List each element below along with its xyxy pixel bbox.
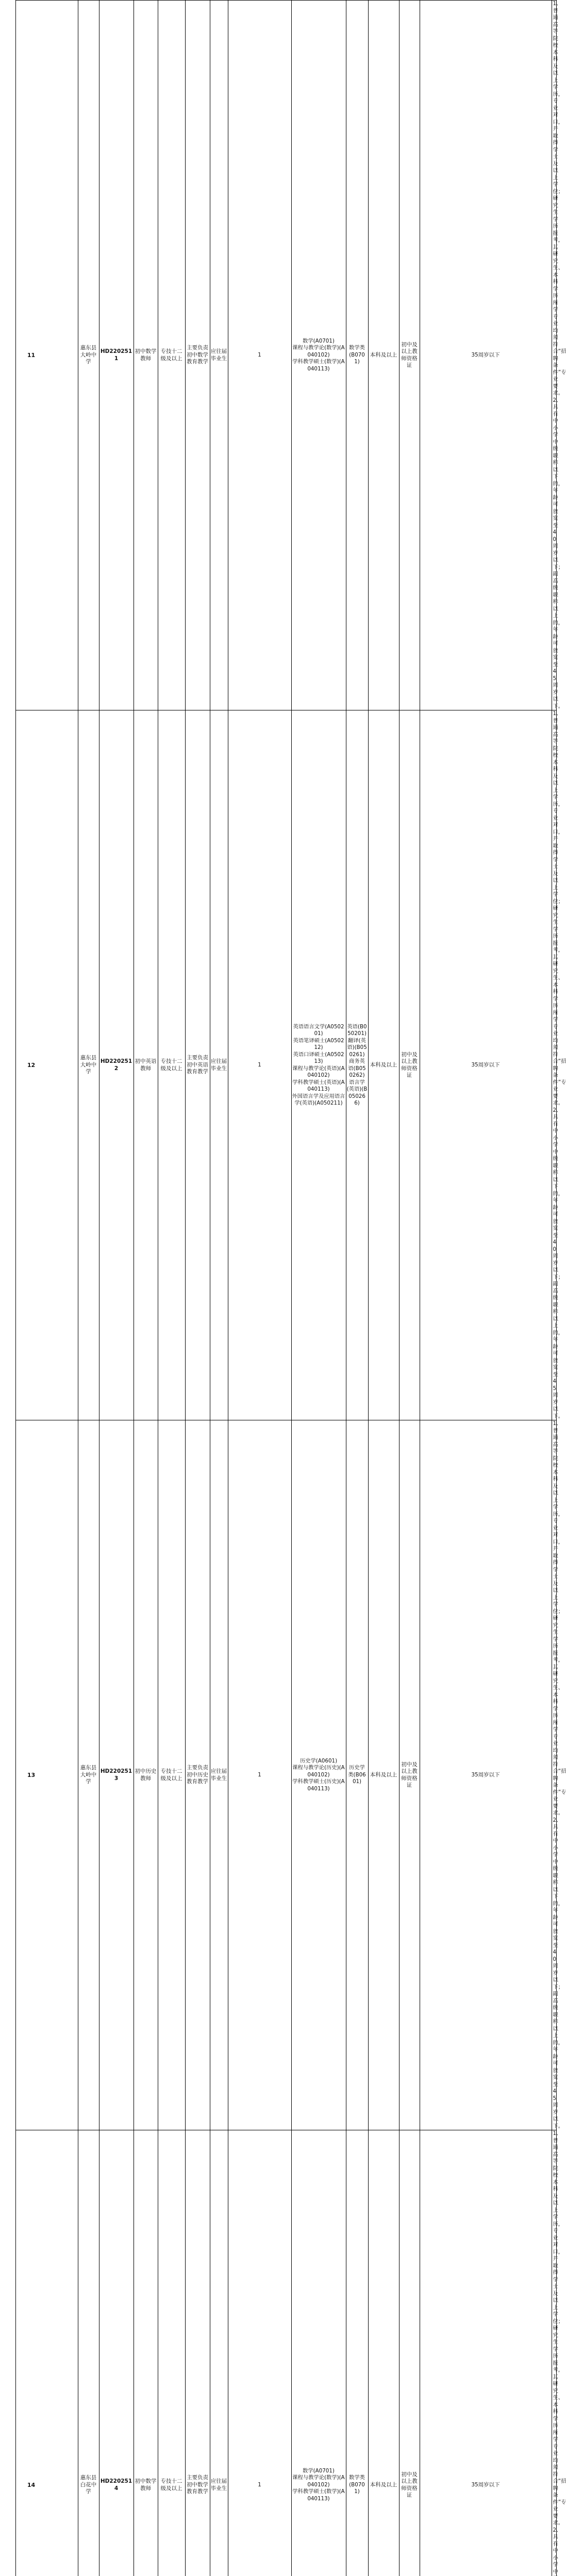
graduate-majors (291, 1420, 346, 2130)
undergraduate-majors-line: 数学类(B0701) (347, 2475, 368, 2496)
graduate-majors-line: 历史学(A0601) (292, 1758, 345, 1765)
age-requirement: 35周岁以下 (420, 2130, 552, 2576)
position-code: HD2202512 (99, 710, 134, 1420)
graduate-majors-line: 学科教学硕士(数学)(A040113) (292, 2488, 345, 2502)
graduate-majors-line: 学科教学硕士(历史)(A040113) (292, 1778, 345, 1792)
graduate-majors-line: 英语笔译硕士(A050212) (292, 1038, 345, 1052)
graduate-majors-line: 课程与教学论(英语)(A040102) (292, 1065, 345, 1079)
undergraduate-majors-line: 商务英语(B050262) (347, 1058, 368, 1079)
certificate-requirement: 初中及以上教师资格证 (399, 2130, 420, 2576)
recruit-count: 1 (228, 2130, 291, 2576)
recruit-target: 应往届毕业生 (210, 710, 228, 1420)
recruiting-unit: 惠东县大岭中学 (78, 1, 99, 710)
row-number: 14 (0, 2130, 62, 2576)
job-duty: 主要负责初中历史教育教学 (185, 1420, 210, 2130)
position-grade: 专技十二级及以上 (158, 710, 185, 1420)
graduate-majors-line: 课程与教学论(数学)(A040102) (292, 345, 345, 359)
education-requirement: 本科及以上 (368, 2130, 399, 2576)
certificate-requirement: 初中及以上教师资格证 (399, 710, 420, 1420)
position-grade: 专技十二级及以上 (158, 2130, 185, 2576)
education-requirement: 本科及以上 (368, 710, 399, 1420)
undergraduate-majors-line: 语言学(英语)(B050266) (347, 1079, 368, 1107)
graduate-majors (291, 1, 346, 710)
table-body (15, 1, 557, 2576)
position-grade: 专技十二级及以上 (158, 1, 185, 710)
recruiting-unit: 惠东县大岭中学 (78, 1420, 99, 2130)
graduate-majors-line: 数学(A0701) (292, 2468, 345, 2475)
position-code: HD2202511 (99, 1, 134, 710)
graduate-majors-line: 学科教学硕士(数学)(A040113) (292, 359, 345, 372)
position-grade: 专技十二级及以上 (158, 1420, 185, 2130)
graduate-majors-line: 数学(A0701) (292, 338, 345, 345)
undergraduate-majors-line: 历史学类(B0601) (347, 1765, 368, 1786)
row-number: 12 (0, 710, 62, 1420)
age-requirement: 35周岁以下 (420, 1, 552, 710)
recruiting-unit: 惠东县大岭中学 (78, 710, 99, 1420)
age-requirement: 35周岁以下 (420, 710, 552, 1420)
education-requirement: 本科及以上 (368, 1, 399, 710)
recruit-target: 应往届毕业生 (210, 2130, 228, 2576)
position-name: 初中数学教师 (134, 1, 158, 710)
table-row (15, 1, 557, 710)
recruiting-unit: 惠东县白花中学 (78, 2130, 99, 2576)
undergraduate-majors-line: 翻译(英语)(B050261) (347, 1038, 368, 1059)
recruit-target: 应往届毕业生 (210, 1420, 228, 2130)
position-name: 初中数学教师 (134, 2130, 158, 2576)
certificate-requirement: 初中及以上教师资格证 (399, 1420, 420, 2130)
job-duty: 主要负责初中英语教育教学 (185, 710, 210, 1420)
row-number: 11 (0, 1, 62, 710)
undergraduate-majors (346, 1, 368, 710)
position-name: 初中英语教师 (134, 710, 158, 1420)
graduate-majors-line: 课程与教学论(历史)(A040102) (292, 1765, 345, 1778)
job-duty: 主要负责初中数学教育教学 (185, 2130, 210, 2576)
position-code: HD2202513 (99, 1420, 134, 2130)
age-requirement: 35周岁以下 (420, 1420, 552, 2130)
table-row (15, 1420, 557, 2130)
graduate-majors-line: 外国语言学及应用语言学(英语)(A050211) (292, 1093, 345, 1107)
graduate-majors (291, 710, 346, 1420)
undergraduate-majors-line: 英语(B050201) (347, 1024, 368, 1038)
recruit-target: 应往届毕业生 (210, 1, 228, 710)
remarks: 1、普通高等院校本科及以上学历，专业对口，并取得学士及以上学位；研究生学历报考，其研究生、本科学历所学专业均须符合“招聘条件”专业要求。2、具有中小学中 (552, 2130, 557, 2576)
education-requirement: 本科及以上 (368, 1420, 399, 2130)
recruitment-table (15, 0, 557, 2576)
job-duty: 主要负责初中数学教育教学 (185, 1, 210, 710)
graduate-majors-line: 课程与教学论(数学)(A040102) (292, 2475, 345, 2488)
recruit-count: 1 (228, 710, 291, 1420)
remarks: 1、普通高等院校本科及以上学历，专业对口，并取得学士及以上学位；研究生学历报考，其研究生、本科学历所学专业均须符合“招聘条件”专业要求。2、具有中小学中级职称以下的，年龄可放宽至40周岁以下；副高级职称以上的，年龄可放宽至45周岁以下。 (552, 1, 557, 710)
row-number: 13 (0, 1420, 62, 2130)
table-row (15, 710, 557, 1420)
certificate-requirement: 初中及以上教师资格证 (399, 1, 420, 710)
table-row (15, 2130, 557, 2576)
undergraduate-majors (346, 1420, 368, 2130)
remarks: 1、普通高等院校本科及以上学历，专业对口，并取得学士及以上学位；研究生学历报考，其研究生、本科学历所学专业均须符合“招聘条件”专业要求。2、具有中小学中级职称以下的，年龄可放宽至40周岁以下；副高级职称以上的，年龄可放宽至45周岁以下。 (552, 710, 557, 1420)
remarks: 1、普通高等院校本科及以上学历，专业对口，并取得学士及以上学位；研究生学历报考，其研究生、本科学历所学专业均须符合“招聘条件”专业要求。2、具有中小学中级职称以下的，年龄可放宽至40周岁以下；副高级职称以上的，年龄可放宽至45周岁以下。 (552, 1420, 557, 2130)
undergraduate-majors (346, 710, 368, 1420)
graduate-majors (291, 2130, 346, 2576)
graduate-majors-line: 英语语言文学(A050201) (292, 1024, 345, 1038)
graduate-majors-line: 英语口译硕士(A050213) (292, 1052, 345, 1065)
undergraduate-majors (346, 2130, 368, 2576)
graduate-majors-line: 学科教学硕士(英语)(A040113) (292, 1079, 345, 1093)
undergraduate-majors-line: 数学类(B0701) (347, 345, 368, 366)
recruit-count: 1 (228, 1420, 291, 2130)
position-name: 初中历史教师 (134, 1420, 158, 2130)
position-code: HD2202514 (99, 2130, 134, 2576)
recruit-count: 1 (228, 1, 291, 710)
